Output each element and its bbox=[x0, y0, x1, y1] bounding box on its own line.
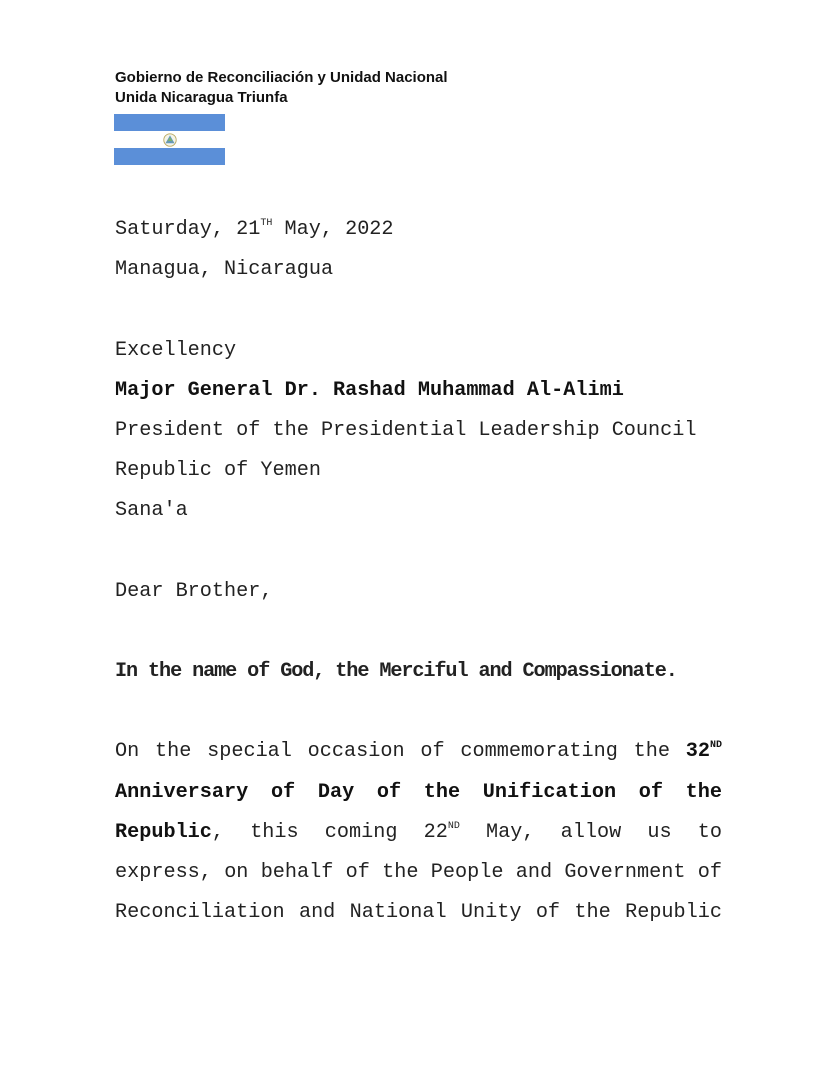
flag-middle-band bbox=[114, 131, 225, 148]
body-line-5: Reconciliation and National Unity of the Republic bbox=[115, 901, 722, 925]
body-line-4: express, on behalf of the People and Government of bbox=[115, 861, 722, 884]
letterhead bbox=[115, 68, 448, 108]
letter-place: Managua, Nicaragua bbox=[115, 258, 334, 282]
flag-bottom-band bbox=[114, 148, 225, 165]
invocation: In the name of God, the Merciful and Compassionate. bbox=[115, 660, 677, 684]
letter-date: Saturday, 21TH May, 2022 bbox=[115, 218, 394, 241]
letter-body bbox=[115, 210, 722, 933]
recipient-title: President of the Presidential Leadership Council bbox=[115, 418, 697, 442]
greeting: Dear Brother, bbox=[115, 579, 273, 603]
letterhead-line-1: Gobierno de Reconciliación y Unidad Nacional bbox=[115, 69, 448, 86]
letterhead-line-2: Unida Nicaragua Triunfa bbox=[115, 89, 288, 106]
date-ordinal: TH bbox=[260, 218, 273, 229]
nicaragua-flag bbox=[114, 114, 225, 165]
body-line-3: Republic, this coming 22ND May, allow us to bbox=[115, 820, 722, 844]
recipient-name: Major General Dr. Rashad Muhammad Al-Alimi bbox=[115, 378, 624, 402]
anniversary-number: 32ND bbox=[685, 740, 722, 764]
recipient-salutation: Excellency bbox=[115, 338, 237, 362]
flag-top-band bbox=[114, 114, 225, 131]
body-line-2: Anniversary of Day of the Unification of the bbox=[115, 780, 722, 804]
body-line-1: On the special occasion of commemorating the 32ND bbox=[115, 740, 722, 764]
coat-of-arms-icon bbox=[163, 133, 177, 147]
recipient-city: Sana'a bbox=[115, 499, 188, 523]
recipient-country: Republic of Yemen bbox=[115, 459, 321, 483]
